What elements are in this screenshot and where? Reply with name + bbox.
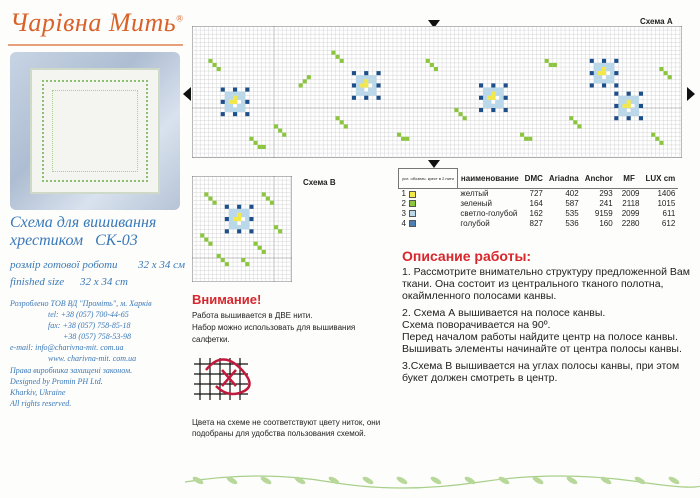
leaf-stitch <box>241 258 245 262</box>
outline-stitch <box>245 100 249 104</box>
petal-stitch <box>618 104 622 108</box>
petal-stitch <box>623 108 627 112</box>
petal-stitch <box>623 100 627 104</box>
legend-col-ariadna: Ariadna <box>546 169 582 189</box>
leaf-stitch <box>213 201 217 205</box>
pillow-inner-border <box>52 90 138 172</box>
petal-stitch <box>356 79 360 83</box>
petal-stitch <box>360 92 364 96</box>
petal-stitch <box>368 79 372 83</box>
legend-col-dmc: DMC <box>522 169 546 189</box>
petal-stitch <box>635 108 639 112</box>
outline-stitch <box>614 83 618 87</box>
center-stitch <box>237 213 241 217</box>
petal-stitch <box>237 209 241 213</box>
outline-stitch <box>614 104 618 108</box>
petal-stitch <box>627 112 631 116</box>
petal-stitch <box>635 104 639 108</box>
petal-stitch <box>229 225 233 229</box>
petal-stitch <box>598 63 602 67</box>
leaf-stitch <box>463 116 467 120</box>
leaf-stitch <box>204 192 208 196</box>
petal-stitch <box>364 92 368 96</box>
legend-col-mf: MF <box>616 169 643 189</box>
petal-stitch <box>356 83 360 87</box>
petal-stitch <box>483 100 487 104</box>
leaf-stitch <box>299 83 303 87</box>
petal-stitch <box>631 96 635 100</box>
thread-legend-table <box>398 168 678 229</box>
leaf-stitch <box>254 242 258 246</box>
petal-stitch <box>241 225 245 229</box>
description-title: Описание работы: <box>402 248 532 264</box>
legend-row: 2 зеленый 164 587 241 2118 1015 <box>401 199 676 208</box>
petal-stitch <box>635 96 639 100</box>
outline-stitch <box>627 116 631 120</box>
outline-stitch <box>614 71 618 75</box>
outline-stitch <box>225 217 229 221</box>
petal-stitch <box>487 92 491 96</box>
petal-stitch <box>245 217 249 221</box>
petal-stitch <box>610 67 614 71</box>
petal-stitch <box>237 104 241 108</box>
center-marker-left <box>183 87 191 101</box>
pillow-image <box>30 68 160 194</box>
petal-stitch <box>360 88 364 92</box>
leaf-stitch <box>528 137 532 141</box>
petal-stitch <box>594 75 598 79</box>
center-stitch <box>491 96 495 100</box>
petal-stitch <box>225 104 229 108</box>
outline-stitch <box>504 108 508 112</box>
petal-stitch <box>606 63 610 67</box>
petal-stitch <box>610 63 614 67</box>
outline-stitch <box>221 112 225 116</box>
outline-stitch <box>221 100 225 104</box>
petal-stitch <box>500 92 504 96</box>
leaf-stitch <box>426 59 430 63</box>
outline-stitch <box>639 92 643 96</box>
leaf-stitch <box>258 246 262 250</box>
outline-stitch <box>221 88 225 92</box>
petal-stitch <box>241 221 245 225</box>
petal-stitch <box>368 92 372 96</box>
leaf-stitch <box>278 129 282 133</box>
petal-stitch <box>495 104 499 108</box>
petal-stitch <box>500 96 504 100</box>
outline-stitch <box>352 71 356 75</box>
petal-stitch <box>500 100 504 104</box>
vine-leaf <box>668 475 681 485</box>
scheme-a-chart <box>192 26 682 158</box>
petal-stitch <box>368 75 372 79</box>
petal-stitch <box>635 112 639 116</box>
petal-stitch <box>598 75 602 79</box>
leaf-stitch <box>208 242 212 246</box>
petal-stitch <box>610 71 614 75</box>
petal-stitch <box>233 209 237 213</box>
outline-stitch <box>491 83 495 87</box>
petal-stitch <box>241 92 245 96</box>
outline-stitch <box>590 71 594 75</box>
center-stitch <box>623 104 627 108</box>
petal-stitch <box>233 213 237 217</box>
petal-stitch <box>606 79 610 83</box>
center-stitch <box>233 96 237 100</box>
legend-col-anchor: Anchor <box>582 169 616 189</box>
outline-stitch <box>614 59 618 63</box>
leaf-stitch <box>221 258 225 262</box>
petal-stitch <box>245 209 249 213</box>
outline-stitch <box>602 83 606 87</box>
center-stitch <box>487 96 491 100</box>
outline-stitch <box>377 96 381 100</box>
petal-stitch <box>364 75 368 79</box>
petal-stitch <box>233 221 237 225</box>
leaf-stitch <box>282 133 286 137</box>
petal-stitch <box>225 108 229 112</box>
leaf-stitch <box>397 133 401 137</box>
outline-stitch <box>364 96 368 100</box>
outline-stitch <box>237 205 241 209</box>
petal-stitch <box>245 213 249 217</box>
leaf-stitch <box>262 192 266 196</box>
petal-stitch <box>229 96 233 100</box>
outline-stitch <box>245 88 249 92</box>
leaf-stitch <box>274 124 278 128</box>
leaf-stitch <box>664 71 668 75</box>
color-swatch <box>409 191 416 198</box>
petal-stitch <box>495 92 499 96</box>
leaf-stitch <box>258 145 262 149</box>
petal-stitch <box>598 67 602 71</box>
petal-stitch <box>594 63 598 67</box>
legend-col-name: наименование <box>457 169 521 189</box>
outline-stitch <box>504 96 508 100</box>
leaf-stitch <box>524 137 528 141</box>
petal-stitch <box>610 75 614 79</box>
vine-leaf <box>634 475 647 485</box>
leaf-stitch <box>270 201 274 205</box>
petal-stitch <box>356 92 360 96</box>
vine-leaf <box>294 475 307 485</box>
leaf-stitch <box>208 197 212 201</box>
petal-stitch <box>594 71 598 75</box>
petal-stitch <box>491 104 495 108</box>
leaf-stitch <box>254 141 258 145</box>
petal-stitch <box>241 108 245 112</box>
warning-text: Работа вышивается в ДВЕ нити. Набор можно использовать для вышивания салфетки. <box>192 311 356 344</box>
vine-leaf <box>362 475 375 485</box>
size-info: розмір готової роботи 32 х 34 см finished size 32 x 34 cm <box>10 259 186 288</box>
leaf-stitch <box>303 79 307 83</box>
petal-stitch <box>229 92 233 96</box>
color-disclaimer: Цвета на схеме не соответствуют цвету ниток, они подобраны для удобства пользования схемой. <box>192 418 381 438</box>
outline-stitch <box>364 71 368 75</box>
outline-stitch <box>590 59 594 63</box>
petal-stitch <box>233 108 237 112</box>
outline-stitch <box>249 217 253 221</box>
center-stitch <box>598 71 602 75</box>
leaf-stitch <box>274 225 278 229</box>
outline-stitch <box>249 229 253 233</box>
petal-stitch <box>372 75 376 79</box>
color-swatch <box>409 220 416 227</box>
petal-stitch <box>245 221 249 225</box>
center-stitch <box>233 100 237 104</box>
petal-stitch <box>491 88 495 92</box>
outline-stitch <box>245 112 249 116</box>
petal-stitch <box>241 100 245 104</box>
leaf-stitch <box>577 124 581 128</box>
vine-leaf <box>430 475 443 485</box>
petal-stitch <box>602 63 606 67</box>
petal-stitch <box>237 92 241 96</box>
petal-stitch <box>233 225 237 229</box>
petal-stitch <box>372 92 376 96</box>
petal-stitch <box>623 96 627 100</box>
leaf-stitch <box>520 133 524 137</box>
leaf-stitch <box>655 137 659 141</box>
leaf-stitch <box>553 63 557 67</box>
leaf-stitch <box>573 120 577 124</box>
petal-stitch <box>241 96 245 100</box>
outline-stitch <box>614 92 618 96</box>
outline-stitch <box>233 88 237 92</box>
outline-stitch <box>602 59 606 63</box>
petal-stitch <box>360 75 364 79</box>
outline-stitch <box>377 83 381 87</box>
leaf-stitch <box>569 116 573 120</box>
petal-stitch <box>360 79 364 83</box>
leaf-stitch <box>336 116 340 120</box>
product-photo <box>10 52 180 210</box>
leaf-stitch <box>200 233 204 237</box>
leaf-stitch <box>217 254 221 258</box>
petal-stitch <box>241 104 245 108</box>
center-stitch <box>627 104 631 108</box>
outline-stitch <box>233 112 237 116</box>
outline-stitch <box>479 83 483 87</box>
outline-stitch <box>504 83 508 87</box>
scheme-a-label: Схема А <box>640 17 673 26</box>
vine-leaf <box>260 475 273 485</box>
leaf-stitch <box>405 137 409 141</box>
product-title: Схема для вишивання хрестиком СК-03 <box>10 214 157 249</box>
petal-stitch <box>487 100 491 104</box>
outline-stitch <box>479 108 483 112</box>
petal-stitch <box>356 75 360 79</box>
leaf-stitch <box>262 250 266 254</box>
brand-underline <box>8 44 183 46</box>
leaf-stitch <box>401 137 405 141</box>
petal-stitch <box>483 96 487 100</box>
legend-row: 3 светло-голубой 162 535 9159 2099 611 <box>401 209 676 218</box>
petal-stitch <box>487 88 491 92</box>
leaf-stitch <box>266 197 270 201</box>
outline-stitch <box>225 229 229 233</box>
stitch-diagram <box>192 352 272 407</box>
outline-stitch <box>639 104 643 108</box>
center-stitch <box>364 79 368 83</box>
center-stitch <box>627 100 631 104</box>
leaf-stitch <box>225 262 229 266</box>
petal-stitch <box>225 96 229 100</box>
petal-stitch <box>627 96 631 100</box>
contact-info: Розроблено ТОВ ВД "Проміть", м. Харків tel: +38 (057) 700-44-65 fax: +38 (057) 758-85-18 +38 (057) 758-53-98 e-mail: info@charivna-mit. com.ua www. charivna-mit. com.ua <box>10 299 152 363</box>
leaf-stitch <box>336 55 340 59</box>
leaf-stitch <box>549 63 553 67</box>
petal-stitch <box>606 67 610 71</box>
center-stitch <box>364 83 368 87</box>
leaf-stitch <box>545 59 549 63</box>
center-stitch <box>491 92 495 96</box>
scheme-b-label: Схема В <box>303 178 336 187</box>
leaf-stitch <box>454 108 458 112</box>
leaf-stitch <box>651 133 655 137</box>
leaf-stitch <box>434 67 438 71</box>
petal-stitch <box>631 112 635 116</box>
vine-leaf <box>328 475 341 485</box>
petal-stitch <box>356 88 360 92</box>
petal-stitch <box>483 88 487 92</box>
petal-stitch <box>618 96 622 100</box>
vine-leaf <box>498 475 511 485</box>
petal-stitch <box>241 209 245 213</box>
outline-stitch <box>590 83 594 87</box>
petal-stitch <box>225 100 229 104</box>
center-stitch <box>602 71 606 75</box>
petal-stitch <box>225 92 229 96</box>
petal-stitch <box>635 100 639 104</box>
outline-stitch <box>639 116 643 120</box>
center-stitch <box>602 67 606 71</box>
leaf-stitch <box>204 238 208 242</box>
leaf-stitch <box>340 59 344 63</box>
leaf-stitch <box>262 145 266 149</box>
petal-stitch <box>594 79 598 83</box>
petal-stitch <box>631 100 635 104</box>
petal-stitch <box>237 225 241 229</box>
leaf-stitch <box>213 63 217 67</box>
leaf-stitch <box>659 67 663 71</box>
petal-stitch <box>229 104 233 108</box>
leaf-stitch <box>340 120 344 124</box>
petal-stitch <box>229 217 233 221</box>
center-stitch <box>233 217 237 221</box>
petal-stitch <box>606 75 610 79</box>
outline-stitch <box>249 205 253 209</box>
outline-stitch <box>491 108 495 112</box>
petal-stitch <box>241 213 245 217</box>
center-stitch <box>360 83 364 87</box>
leaf-stitch <box>278 229 282 233</box>
legend-col-lux: LUX cm <box>642 169 678 189</box>
legend-row: 4 голубой 827 536 160 2280 612 <box>401 219 676 228</box>
petal-stitch <box>237 108 241 112</box>
outline-stitch <box>352 83 356 87</box>
petal-stitch <box>618 112 622 116</box>
petal-stitch <box>372 79 376 83</box>
leaf-stitch <box>217 67 221 71</box>
petal-stitch <box>598 79 602 83</box>
petal-stitch <box>233 92 237 96</box>
center-stitch <box>237 217 241 221</box>
petal-stitch <box>631 108 635 112</box>
rights-info: Права виробника захищені законом. Designed by Promin PH Ltd. Kharkiv, Ukraine All rights reserved. <box>10 366 133 408</box>
outline-stitch <box>479 96 483 100</box>
petal-stitch <box>602 79 606 83</box>
legend-row: 1 желтый 727 402 293 2009 1406 <box>401 189 676 199</box>
leaf-stitch <box>249 137 253 141</box>
petal-stitch <box>372 88 376 92</box>
outline-stitch <box>627 92 631 96</box>
petal-stitch <box>500 104 504 108</box>
petal-stitch <box>594 67 598 71</box>
petal-stitch <box>487 104 491 108</box>
petal-stitch <box>623 112 627 116</box>
leaf-stitch <box>668 75 672 79</box>
leaf-stitch <box>659 141 663 145</box>
leaf-stitch <box>307 75 311 79</box>
outline-stitch <box>237 229 241 233</box>
petal-stitch <box>495 88 499 92</box>
leaf-stitch <box>430 63 434 67</box>
petal-stitch <box>495 100 499 104</box>
vine-leaf <box>396 475 409 485</box>
description-text: 1. Рассмотрите внимательно структуру предложенной Вам ткани. Она состоит из центрального тканого полотна, окаймленного полосами канвы. 2. Схема А вышивается на полосе канвы. Схема поворачивается на 90º. Перед началом работы найдите центр на полосе канвы. Вышивать элементы начинайте от центра полосы канвы. 3.Схема В вышивается на углах полосы канвы, при этом букет должен смотреть в центр. <box>402 266 690 384</box>
outline-stitch <box>225 205 229 209</box>
brand-logo: Чарівна Мить® <box>10 8 184 37</box>
petal-stitch <box>229 213 233 217</box>
leaf-stitch <box>208 59 212 63</box>
center-marker-right <box>687 87 695 101</box>
petal-stitch <box>229 209 233 213</box>
legend-symbol-header: усл. обознач. крест в 2 нити <box>399 169 458 189</box>
petal-stitch <box>500 88 504 92</box>
center-marker-bottom <box>428 160 440 168</box>
petal-stitch <box>618 100 622 104</box>
petal-stitch <box>368 88 372 92</box>
color-swatch <box>409 200 416 207</box>
petal-stitch <box>229 108 233 112</box>
leaf-stitch <box>331 51 335 55</box>
petal-stitch <box>237 96 241 100</box>
petal-stitch <box>618 108 622 112</box>
outline-stitch <box>614 116 618 120</box>
petal-stitch <box>483 92 487 96</box>
vine-leaf <box>600 475 613 485</box>
center-stitch <box>229 100 233 104</box>
leaf-stitch <box>459 112 463 116</box>
outline-stitch <box>377 71 381 75</box>
warning-title: Внимание! <box>192 292 262 307</box>
leaf-stitch <box>245 262 249 266</box>
scheme-b-chart <box>192 176 292 282</box>
petal-stitch <box>245 225 249 229</box>
petal-stitch <box>610 79 614 83</box>
color-swatch <box>409 210 416 217</box>
petal-stitch <box>483 104 487 108</box>
petal-stitch <box>229 221 233 225</box>
decorative-vine-border <box>0 462 700 498</box>
petal-stitch <box>372 83 376 87</box>
outline-stitch <box>352 96 356 100</box>
leaf-stitch <box>344 124 348 128</box>
